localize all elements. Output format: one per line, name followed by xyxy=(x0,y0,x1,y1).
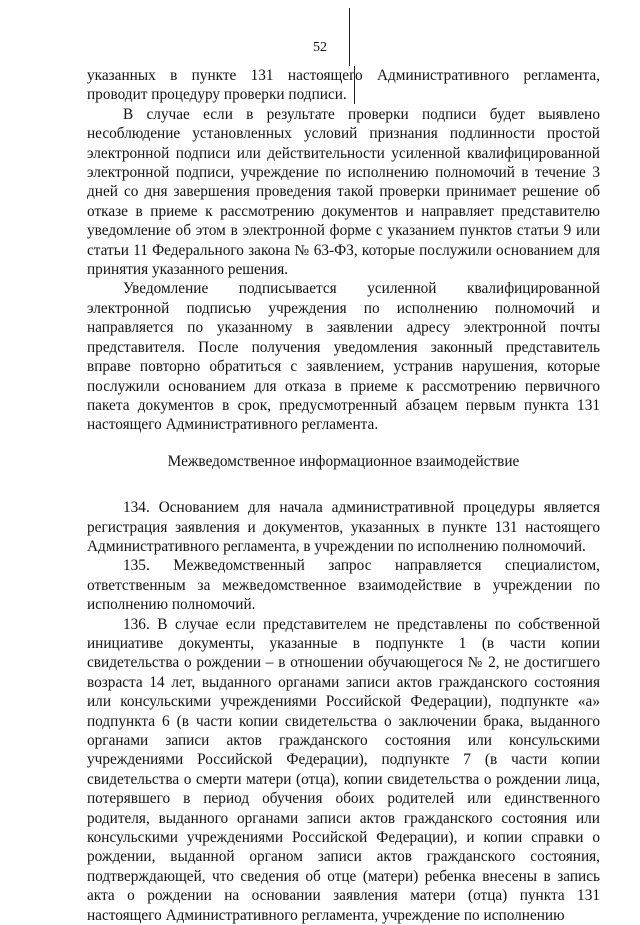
page-number: 52 xyxy=(313,40,327,55)
paragraph-134: 134. Основанием для начала административной процедуры является регистрация заявления и документов, указанных в пункте 131 настоящего Административного регламента, в учреждении по исполнению полномочий. xyxy=(87,499,600,555)
paragraph: Уведомление подписывается усиленной квалифицированной электронной подписью учреждения по исполнению полномочий и направляется по указанному в заявлении адресу электронной почты представителя. После получения уведомления законный представитель вправе повторно обратиться с заявлением, устранив нарушения, которые послужили основанием для отказа в приеме к рассмотрению первичного пакета документов в срок, предусмотренный абзацем первым пункта 131 настоящего Административного регламента. xyxy=(87,280,600,434)
paragraph: В случае если в результате проверки подписи будет выявлено несоблюдение установленных условий признания подлинности простой электронной подписи или действительности усиленной квалифицированной электронной подписи, учреждение по исполнению полномочий в течение 3 дней со дня завершения проведения такой проверки принимает решение об отказе в приеме к рассмотрению документов и направляет представителю уведомление об этом в электронной форме с указанием пунктов статьи 9 или статьи 11 Федерального закона № 63-ФЗ, которые послужили основанием для принятия указанного решения. xyxy=(87,105,600,279)
paragraph: указанных в пункте 131 настоящего Административного регламента, проводит процедуру проверки подписи. xyxy=(87,67,600,104)
scan-artifact-line xyxy=(349,8,350,66)
document-body xyxy=(87,66,600,925)
paragraph-135: 135. Межведомственный запрос направляется специалистом, ответственным за межведомственное взаимодействие в учреждении по исполнению полномочий. xyxy=(87,557,600,614)
spacer xyxy=(87,489,600,498)
section-heading: Межведомственное информационное взаимодействие xyxy=(167,452,520,470)
paragraph-136: 136. В случае если представителем не представлены по собственной инициативе документы, указанные в подпункте 1 (в части копии свидетельства о рождении – в отношении обучающегося № 2, не достигшего возраста 14 лет, выданного органами записи актов гражданского состояния или консульскими учреждениями Российской Федерации), подпункте «а» подпункта 6 (в части копии свидетельства о заключении брака, выданного органами записи актов гражданского состояния или консульскими учреждениями Российской Федерации), подпункте 7 (в части копии свидетельства о смерти матери (отца), копии свидетельства о рождении лица, потерявшего в период обучения обоих родителей или единственного родителя, выданного органами записи актов гражданского состояния или консульскими учреждениями Российской Федерации), и копии справки о рождении, выданной органом записи актов гражданского состояния, подтверждающей, что сведения об отце (матери) ребенка внесены в запись акта о рождении на основании заявления матери (отца) пункта 131 настоящего Административного регламента, учреждение по исполнению xyxy=(87,615,600,924)
